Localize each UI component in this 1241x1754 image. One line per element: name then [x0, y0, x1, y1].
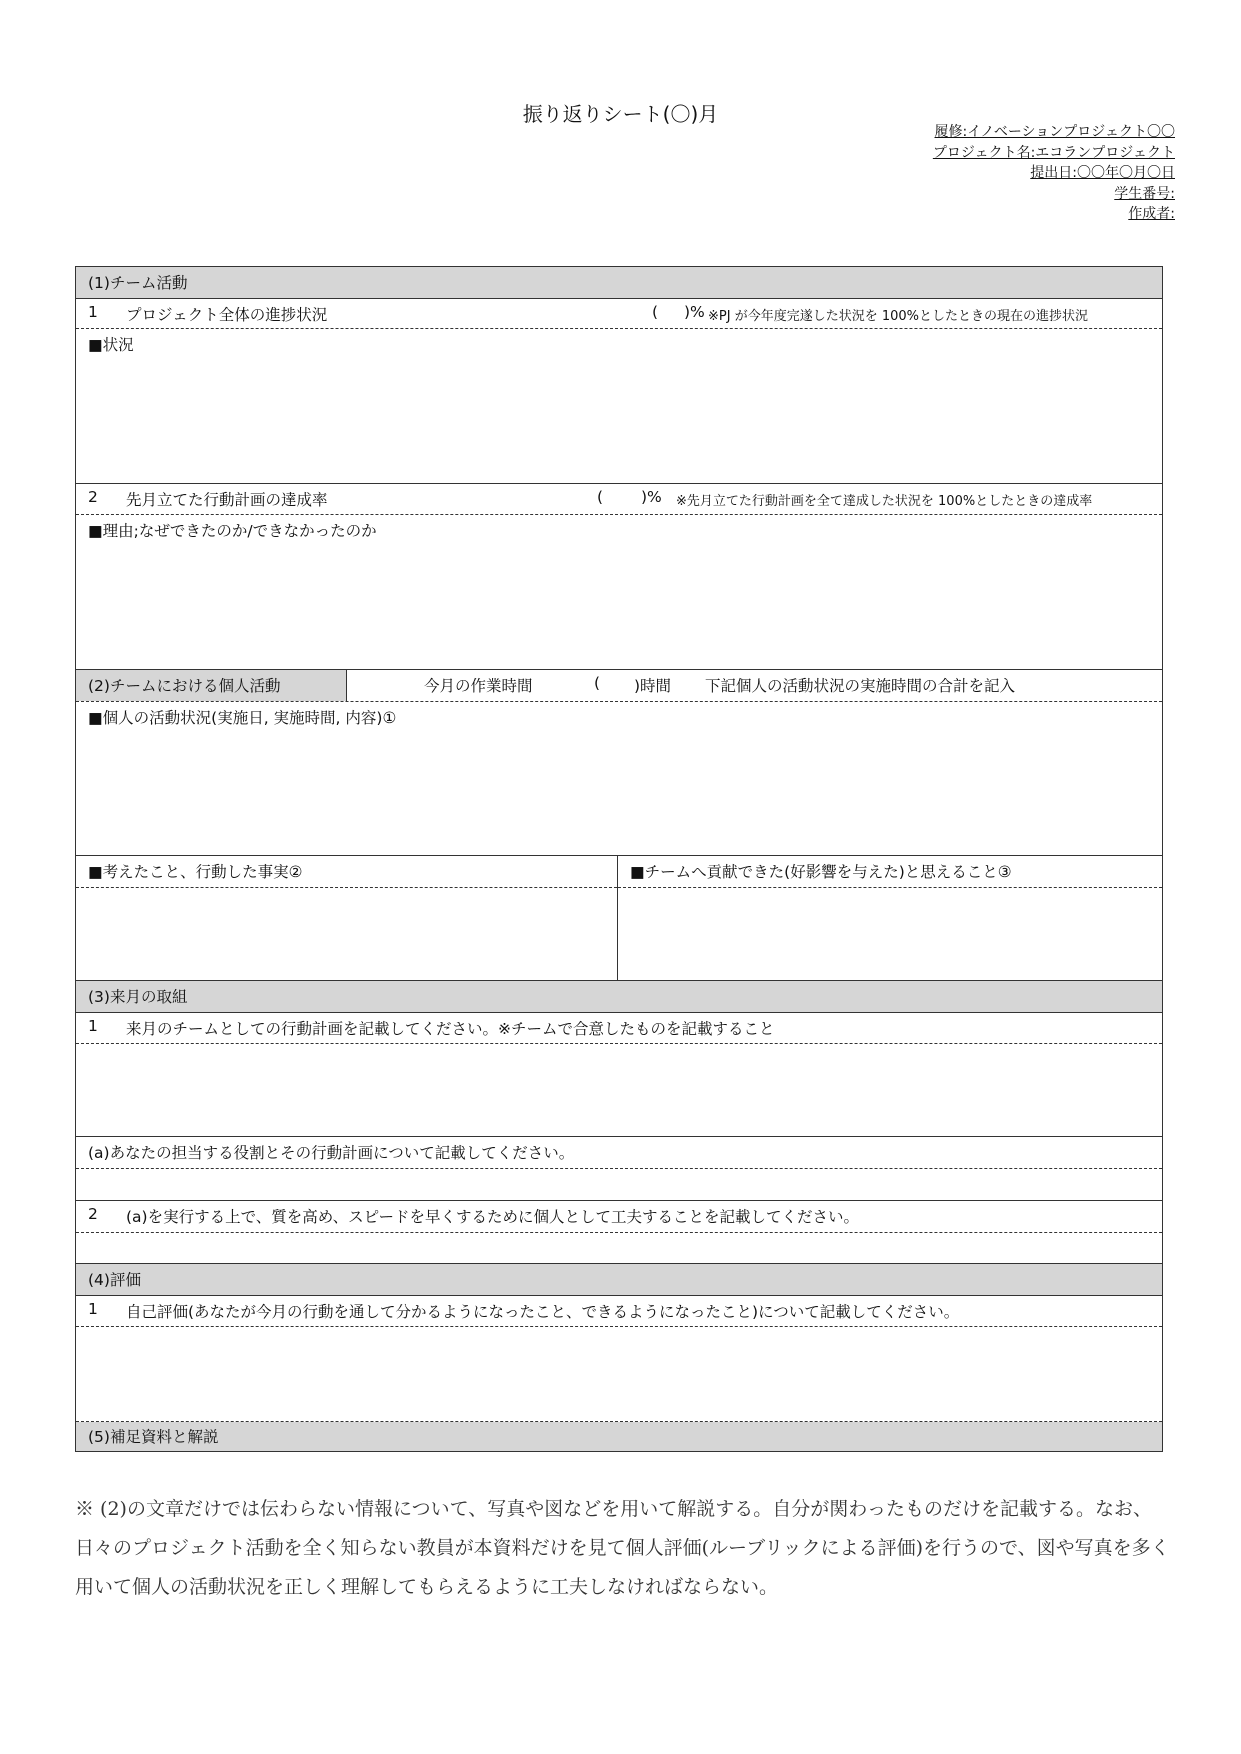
- contribution-column: [618, 856, 1162, 980]
- thoughts-label: ■考えたこと、行動した事実②: [88, 863, 303, 881]
- personal-activity-field[interactable]: [76, 702, 1162, 856]
- work-hours-unit: )時間: [634, 677, 672, 695]
- section-1-header: [76, 267, 1162, 299]
- achievement-label: 先月立てた行動計画の達成率: [126, 491, 328, 509]
- course-name: 履修:イノベーションプロジェクト〇〇: [934, 124, 1175, 140]
- item-number: 1: [88, 1300, 98, 1318]
- footnote: ※ (2)の文章だけでは伝わらない情報について、写真や図などを用いて解説する。自分が関わったものだけを記載する。なお、日々のプロジェクト活動を全く知らない教員が本資料だけを見て個人評価(ルーブリックによる評価)を行うので、図や写真を多く用いて個人の活動状況を正しく理解してもらえるように工夫しなければならない。: [75, 1498, 1170, 1598]
- item-number: 1: [88, 303, 98, 321]
- student-number-field[interactable]: 学生番号:: [1114, 185, 1175, 202]
- progress-note: ※PJ が今年度完遂した状況を 100%としたときの現在の進捗状況: [708, 309, 1088, 324]
- item-number: 1: [88, 1017, 98, 1035]
- item-number: 2: [88, 1205, 98, 1223]
- achievement-paren: (: [597, 488, 604, 506]
- item-number: 2: [88, 488, 98, 506]
- self-evaluation-field[interactable]: [76, 1327, 1162, 1422]
- contribution-field[interactable]: [618, 888, 1162, 981]
- section-title: (2)チームにおける個人活動: [88, 677, 281, 695]
- section-title: (3)来月の取組: [88, 988, 188, 1006]
- role-plan-label: (a)あなたの担当する役割とその行動計画について記載してください。: [88, 1144, 575, 1162]
- thoughts-column: [76, 856, 618, 980]
- two-column-block: [76, 856, 1162, 981]
- progress-row: [76, 299, 1162, 329]
- progress-paren: (: [652, 303, 659, 321]
- section-3-header: [76, 981, 1162, 1013]
- team-plan-row: [76, 1013, 1162, 1044]
- progress-percent-input[interactable]: [666, 303, 680, 321]
- header-meta: [933, 122, 1175, 225]
- section-title: (5)補足資料と解説: [88, 1428, 219, 1446]
- self-evaluation-label: 自己評価(あなたが今月の行動を通して分かるようになったこと、できるようになったこと)について記載してください。: [126, 1303, 960, 1321]
- improvement-label: (a)を実行する上で、質を高め、スピードを早くするために個人として工夫することを記載してください。: [126, 1208, 860, 1226]
- work-hours-label: 今月の作業時間: [424, 677, 533, 695]
- self-evaluation-row: [76, 1296, 1162, 1327]
- contribution-header: [618, 856, 1162, 888]
- submission-date: 提出日:〇〇年〇月〇日: [1030, 165, 1175, 181]
- team-plan-field[interactable]: [76, 1044, 1162, 1137]
- section-4-header: [76, 1264, 1162, 1296]
- status-label: ■状況: [88, 336, 134, 354]
- work-hours-note: 下記個人の活動状況の実施時間の合計を記入: [705, 677, 1016, 695]
- achievement-note: ※先月立てた行動計画を全て達成した状況を 100%としたときの達成率: [676, 494, 1093, 509]
- section-2-header: [76, 670, 347, 701]
- section-title: (4)評価: [88, 1271, 141, 1289]
- progress-percent-unit: )%: [684, 303, 705, 321]
- personal-activity-label: ■個人の活動状況(実施日, 実施時間, 内容)①: [88, 709, 397, 727]
- thoughts-field[interactable]: [76, 888, 617, 981]
- role-plan-row: [76, 1137, 1162, 1169]
- role-plan-field[interactable]: [76, 1169, 1162, 1201]
- section-2-header-row: [76, 670, 1162, 702]
- reflection-form: [75, 266, 1163, 1452]
- achievement-row: [76, 484, 1162, 515]
- contribution-label: ■チームへ貢献できた(好影響を与えた)と思えること③: [630, 863, 1012, 881]
- improvement-row: [76, 1201, 1162, 1233]
- reason-field[interactable]: [76, 515, 1162, 670]
- status-field[interactable]: [76, 329, 1162, 484]
- team-plan-label: 来月のチームとしての行動計画を記載してください。※チームで合意したものを記載すること: [126, 1020, 775, 1038]
- page-title: 振り返りシート(〇)月: [522, 102, 719, 126]
- achievement-percent-unit: )%: [641, 488, 662, 506]
- author-field[interactable]: 作成者:: [1128, 206, 1175, 222]
- project-name: プロジェクト名:エコランプロジェクト: [932, 144, 1175, 161]
- section-title: (1)チーム活動: [88, 274, 188, 292]
- progress-label: プロジェクト全体の進捗状況: [126, 306, 328, 324]
- section-5-header: [76, 1422, 1162, 1451]
- thoughts-header: [76, 856, 617, 888]
- improvement-field[interactable]: [76, 1233, 1162, 1264]
- reason-label: ■理由;なぜできたのか/できなかったのか: [88, 522, 377, 540]
- work-hours-paren: (: [594, 674, 601, 692]
